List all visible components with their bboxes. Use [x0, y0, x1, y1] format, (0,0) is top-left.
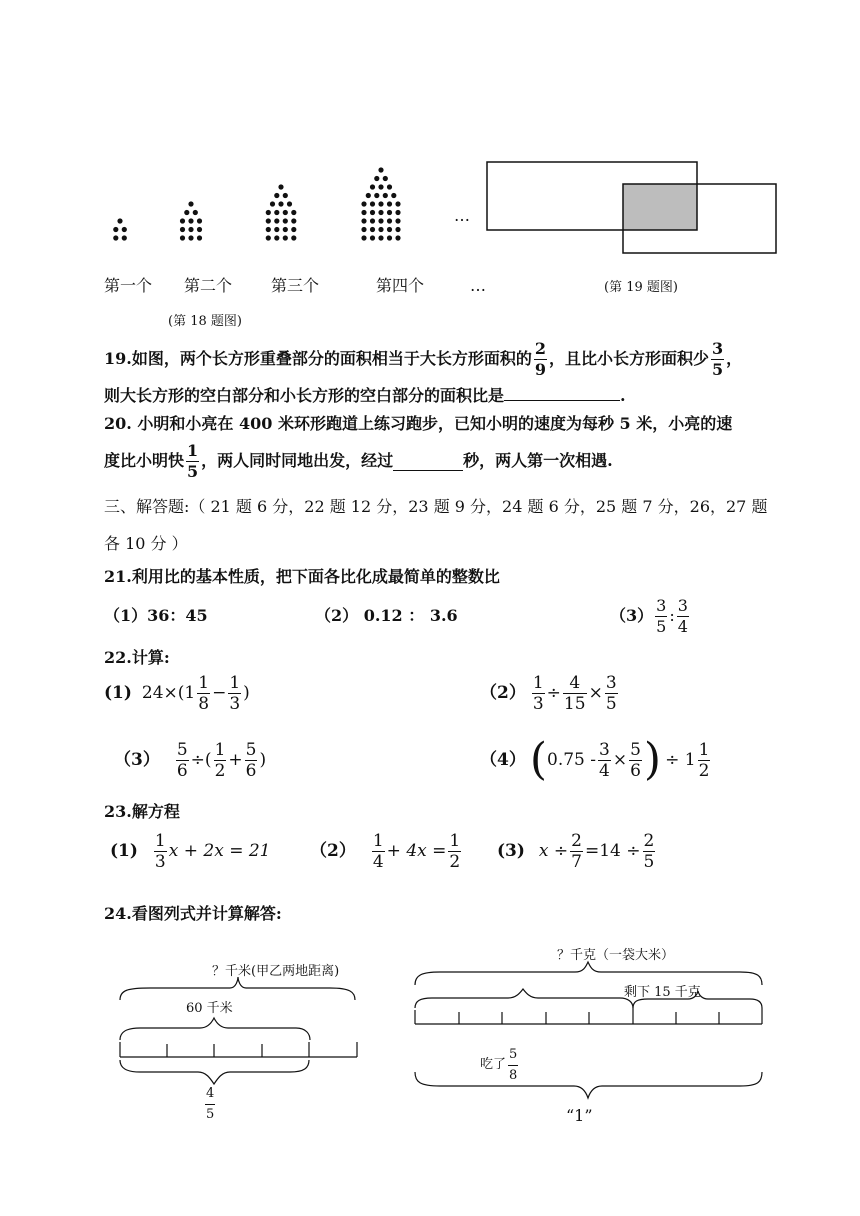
q22-p1-frac1-num: 1	[198, 672, 210, 693]
q23-p1-label: (1)	[110, 841, 138, 861]
q24-right-ate	[480, 1044, 520, 1086]
q20-line1-text: 小明和小亮在 400 米环形跑道上练习跑步，已知小明的速度为每秒 5 米，小亮的速	[137, 414, 733, 433]
q20-fraction-num: 1	[187, 440, 199, 460]
q22-p3-frac1-den: 6	[176, 760, 188, 781]
q21-title: 21.利用比的基本性质，把下面各比化成最简单的整数比	[104, 567, 500, 586]
q22-p2-a: ÷	[546, 683, 561, 703]
q24-right-top-label: ？千克（一袋大米）	[557, 948, 675, 963]
q19-line2-text: 则大长方形的空白部分和小长方形的空白部分的面积比是	[104, 386, 505, 405]
q23-p1-a: x + 2x = 21	[168, 841, 271, 861]
q23-p3-frac2-den: 5	[643, 851, 655, 872]
q22-p1-frac1-den: 8	[198, 693, 210, 714]
q20-number: 20.	[104, 414, 132, 433]
q19-text-a: 如图，两个长方形重叠部分的面积相当于大长方形面积的	[131, 349, 532, 368]
q21-fraction-2-num: 3	[677, 595, 688, 615]
q22-title: 22.计算:	[104, 648, 170, 667]
q23-p3-a: x ÷	[538, 841, 569, 861]
fig18-label-2: 第二个	[184, 276, 233, 295]
q20-text-a: 度比小明快	[104, 451, 185, 470]
q24-right-one-label: “1”	[566, 1106, 593, 1125]
q24-right-ate-label: 吃了	[480, 1057, 507, 1072]
q24-right-bottom-brace	[415, 1072, 762, 1098]
q24-left-mid-label: 60 千米	[186, 1001, 233, 1016]
q20-text-b: ，两人同时同地出发，经过	[201, 451, 394, 470]
q19-number: 19.	[104, 349, 132, 368]
q22-p2-frac1-num: 1	[532, 672, 544, 693]
q19-end: .	[620, 386, 626, 405]
q23-p3-b: =14 ÷	[585, 841, 641, 861]
q22-p2-frac1-den: 3	[532, 693, 544, 714]
section3-header-line1: 三、解答题:（ 21 题 6 分，22 题 12 分，23 题 9 分，24 题 6 分，25 题 7 分，26，27 题	[104, 497, 768, 516]
q22-p3-c: )	[259, 750, 267, 770]
q22-p3-frac3-num: 5	[245, 739, 257, 760]
q22-p2-frac3-den: 5	[605, 693, 617, 714]
fig18-ellipsis-bottom: …	[470, 276, 486, 295]
q23-p1-frac-den: 3	[154, 851, 166, 872]
q23-p3-frac2-num: 2	[643, 830, 655, 851]
q22-p4-c: ÷ 1	[665, 750, 696, 770]
q20-text-c: 秒，两人第一次相遇.	[463, 451, 613, 470]
q21-part1: （1）36：45	[104, 606, 208, 625]
section3-header-line2: 各 10 分 ）	[104, 534, 188, 553]
fig18-ellipsis-top: …	[454, 206, 470, 225]
q22-p1-frac2-den: 3	[229, 693, 241, 714]
q21-fraction-1-den: 5	[656, 616, 667, 636]
q23-p2-frac1-num: 1	[372, 830, 384, 851]
q19-fraction-a-den: 9	[534, 359, 546, 379]
q24-right-frac	[508, 1045, 518, 1086]
q23-p2-a: + 4x =	[386, 841, 447, 861]
fig18-label-3: 第三个	[271, 276, 320, 295]
q22-p3-frac2-num: 1	[214, 739, 226, 760]
q19-fraction-b-den: 5	[712, 359, 724, 379]
q23-p2-frac1-den: 4	[372, 851, 384, 872]
q20-fraction-den: 5	[187, 461, 199, 481]
q21-part3-label: （3）	[610, 606, 654, 625]
q22-p1-frac2-num: 1	[229, 672, 241, 693]
q24-right-frac-den: 8	[509, 1067, 518, 1083]
q22-p1-a: 24×(1	[141, 683, 196, 703]
q24-right-eaten-top-brace	[415, 989, 633, 1008]
q22-p1-label: (1)	[104, 683, 132, 703]
q24-left-frac-num: 4	[205, 1084, 215, 1105]
q23-p3-label: (3)	[497, 841, 525, 861]
q22-p3-frac2-den: 2	[214, 760, 226, 781]
q22-p4-frac3-den: 2	[698, 760, 710, 781]
q22-p3-b: +	[228, 750, 243, 770]
q24-left-frac-den: 5	[206, 1107, 215, 1122]
q22-p3-a: ÷(	[190, 750, 212, 770]
fig19-caption: (第 19 题图)	[604, 280, 678, 295]
q22-p4-a: 0.75 -	[547, 750, 597, 770]
fig18-label-1: 第一个	[104, 276, 153, 295]
q19-text-c: ，	[726, 349, 743, 368]
q23-p3-frac1-num: 2	[571, 830, 582, 851]
q22-p2-b: ×	[588, 683, 603, 703]
q22-p2-frac2-den: 15	[563, 693, 586, 714]
q24-left-top-label: ？千米(甲乙两地距离)	[212, 964, 340, 979]
q24-right-frac-num: 5	[508, 1045, 518, 1066]
q23-p2-frac2-den: 2	[449, 851, 461, 872]
q21-fraction-2-den: 4	[677, 616, 688, 636]
q24-right-remain-label: 剩下 15 千克	[624, 985, 701, 1000]
q22-p4-frac2-den: 6	[630, 760, 641, 781]
fig18-caption: (第 18 题图)	[168, 314, 242, 329]
q22-p3-frac1-num: 5	[176, 739, 188, 760]
q22-p4-frac2-num: 5	[630, 739, 641, 760]
q21-colon: :	[669, 606, 675, 625]
q22-p1-b: −	[212, 683, 227, 703]
fig18-label-4: 第四个	[376, 276, 425, 295]
q23-p2-frac2-num: 1	[449, 830, 461, 851]
q22-p4-label: （4）	[480, 750, 526, 770]
q22-p2-frac3-num: 3	[605, 672, 617, 693]
q22-p2-frac2-num: 4	[563, 673, 587, 694]
q22-p4-paren-close: )	[643, 734, 662, 785]
q19-fraction-b-num: 3	[712, 338, 724, 358]
q22-p4-b: ×	[612, 750, 628, 770]
q19-fraction-a-num: 2	[534, 338, 546, 358]
q21-part2: （2） 0.12 ： 3.6	[315, 606, 458, 625]
q21-fraction-1-num: 3	[656, 595, 667, 615]
q22-p4-frac3-num: 1	[698, 739, 710, 760]
q19-text-b: ，且比小长方形面积少	[549, 349, 710, 368]
q22-p4-frac1-num: 3	[599, 739, 610, 760]
q22-p4-paren-open: (	[529, 734, 548, 785]
q23-p1-frac-num: 1	[154, 830, 166, 851]
q22-p2-label: （2）	[480, 683, 526, 703]
q23-title: 23.解方程	[104, 802, 180, 821]
q23-p3-frac1-den: 7	[571, 851, 582, 872]
q24-title: 24.看图列式并计算解答:	[104, 904, 282, 923]
q22-p3-label: （3）	[114, 750, 160, 770]
q22-p3-frac3-den: 6	[245, 760, 257, 781]
q23-p2-label: （2）	[310, 841, 356, 861]
q22-p4-frac1-den: 4	[599, 760, 610, 781]
q22-p1-c: )	[243, 683, 250, 703]
